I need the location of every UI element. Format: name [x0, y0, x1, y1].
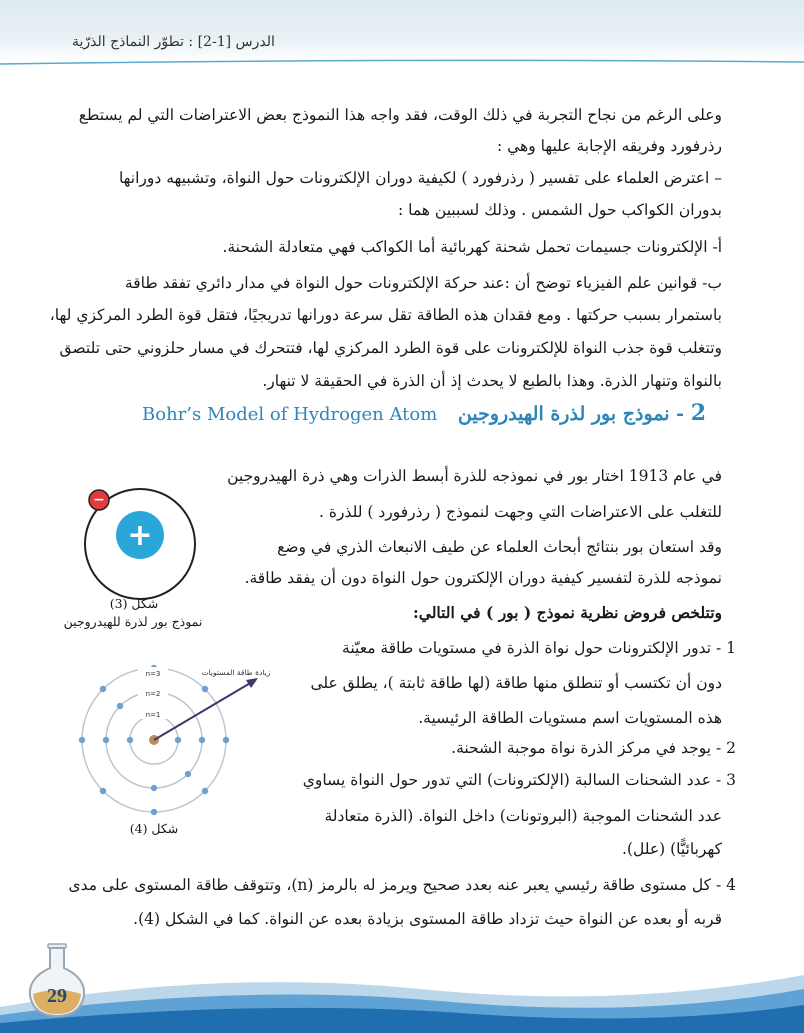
- list-item: هذه المستويات اسم مستويات الطاقة الرئيسية.: [418, 709, 722, 727]
- paragraph-line: – اعترض العلماء على تفسير ( رذرفورد ) لكيفية دوران الإلكترونات حول النواة، وتشبيهه دورانها: [118, 169, 722, 187]
- list-item: كهربائيًّا) (علل).: [622, 840, 722, 858]
- list-item: 1 - تدور الإلكترونات حول نواة الذرة في مستويات طاقة معيّنة: [342, 639, 736, 657]
- list-item: دون أن تكتسب أو تنطلق منها طاقة (لها طاقة ثابتة )، يطلق على: [310, 674, 722, 692]
- section-heading: [142, 400, 706, 426]
- paragraph-line: بالنواة وتنهار الذرة. وهذا بالطبع لا يحدث إذ أن الذرة في الحقيقة لا تنهار.: [262, 372, 722, 390]
- list-item: عدد الشحنات الموجبة (البروتونات) داخل النواة. (الذرة متعادلة: [324, 807, 722, 825]
- header-curve: [0, 58, 804, 68]
- page-number: 29: [47, 985, 67, 1007]
- paragraph-line: وتتغلب قوة جذب النواة للإلكترونات على قوة الطرد المركزي لها، فتتحرك في مسار حلزوني حتى تلتصق: [59, 339, 722, 357]
- list-item: 2 - يوجد في مركز الذرة نواة موجبة الشحنة.: [451, 739, 736, 757]
- list-item: 4 - كل مستوى طاقة رئيسي يعبر عنه بعدد صحيح ويرمز له بالرمز (n)، وتتوقف طاقة المستوى على مدى: [68, 876, 736, 894]
- paragraph-line: للتغلب على الاعتراضات التي وجهت لنموذج ( رذرفورد ) للذرة .: [319, 503, 722, 521]
- plus-sign: +: [127, 518, 153, 553]
- figure-4-caption: شكل (4): [129, 821, 179, 836]
- figure-3-atom: [80, 484, 200, 604]
- list-item: قربه أو بعده عن النواة حيث تزداد طاقة المستوى بزيادة بعده عن النواة. كما في الشكل (4).: [133, 910, 722, 928]
- paragraph-line: في عام 1913 اختار بور في نموذجه للذرة أبسط الذرات وهي ذرة الهيدروجين: [227, 467, 722, 485]
- level-label-n3: n=3: [145, 670, 161, 678]
- level-label-n2: n=2: [145, 690, 161, 698]
- section-number: 2: [690, 400, 706, 426]
- paragraph-line: باستمرار بسبب حركتها . ومع فقدان هذه الطاقة تقل سرعة دورانها تدريجيًا، فتقل قوة الطرد المركزي لها،: [49, 306, 722, 324]
- paragraph-line: وقد استعان بور بنتائج أبحاث العلماء عن طيف الانبعاث الذري في وضع: [277, 538, 722, 556]
- minus-sign: −: [93, 492, 105, 508]
- paragraph-line: نموذجه للذرة لتفسير كيفية دوران الإلكترون حول النواة دون أن يفقد طاقة.: [244, 569, 722, 587]
- section-title-en: Bohr’s Model of Hydrogen Atom: [142, 404, 438, 425]
- paragraph-line: أ- الإلكترونات جسيمات تحمل شحنة كهربائية أما الكواكب فهي متعادلة الشحنة.: [222, 238, 722, 256]
- figure-4-energy-levels: [74, 662, 302, 822]
- section-title-ar: - نموذج بور لذرة الهيدروجين: [457, 403, 685, 425]
- lesson-title: الدرس [1-2] : تطوّر النماذج الذرّية: [72, 34, 275, 50]
- paragraph-line: بدوران الكواكب حول الشمس . وذلك لسببين هما :: [397, 201, 722, 219]
- header-band: [0, 0, 804, 62]
- list-intro: وتتلخص فروض نظرية نموذج ( بور ) في التالي:: [413, 603, 722, 622]
- figure-3-description: نموذج بور لذرة للهيدروجين: [63, 614, 203, 629]
- list-item: 3 - عدد الشحنات السالبة (الإلكترونات) التي تدور حول النواة يساوي: [302, 771, 736, 789]
- paragraph-line: وعلى الرغم من نجاح التجربة في ذلك الوقت، فقد واجه هذا النموذج بعض الاعتراضات التي لم يستطع: [78, 106, 722, 124]
- footer-waves: [0, 955, 804, 1033]
- energy-arrow-label: زيادة طاقة المستويات: [201, 668, 271, 677]
- figure-3-caption: شكل (3): [109, 596, 159, 611]
- paragraph-line: ب- قوانين علم الفيزياء توضح أن :عند حركة الإلكترونات حول النواة في مدار دائري تفقد طاقة: [124, 274, 722, 292]
- paragraph-line: رذرفورد وفريقه الإجابة عليها وهي :: [496, 137, 722, 155]
- arrow-head: [246, 678, 258, 688]
- level-label-n1: n=1: [145, 711, 161, 719]
